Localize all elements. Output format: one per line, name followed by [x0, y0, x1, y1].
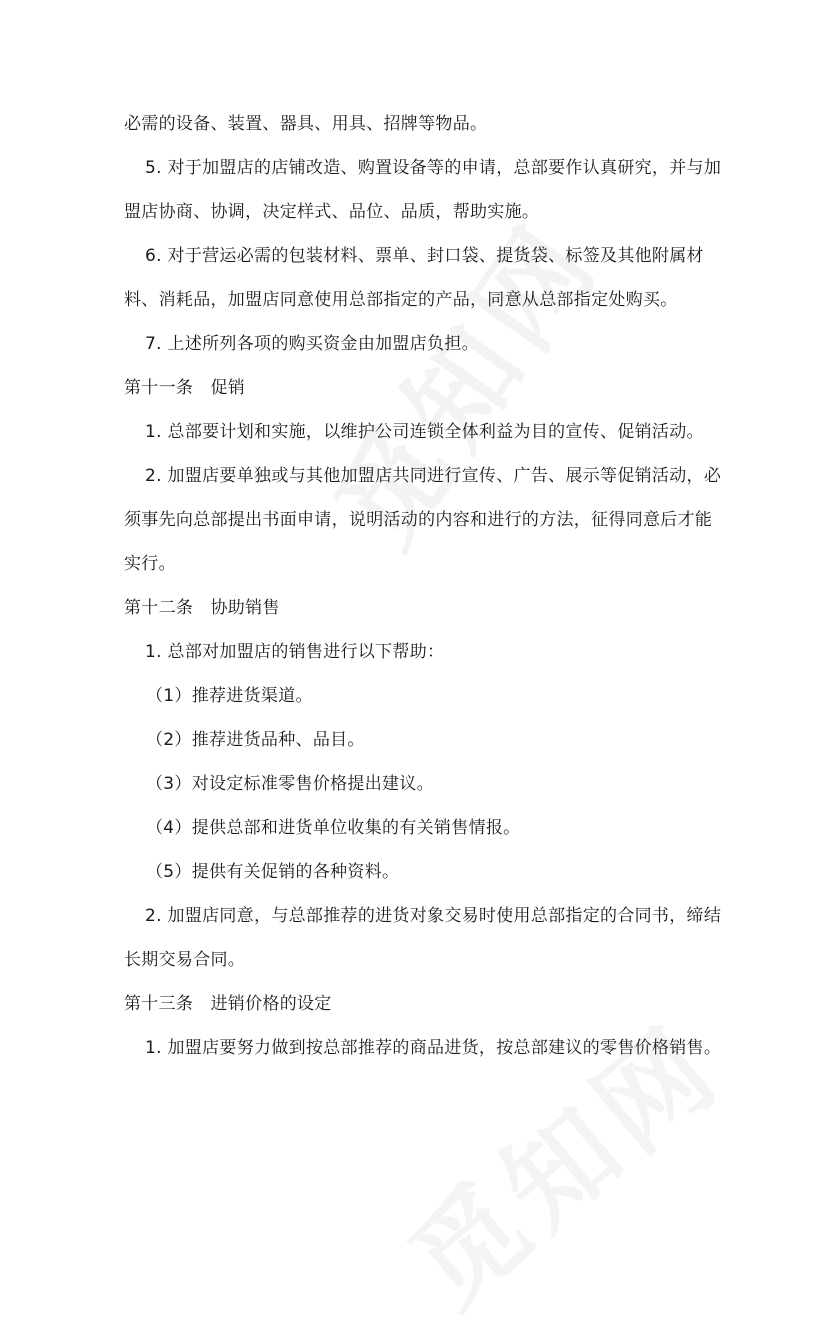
- list-item-2-line: 2. 加盟店同意，与总部推荐的进货对象交易时使用总部指定的合同书，缔结: [145, 906, 722, 926]
- list-item-5-line: 5. 对于加盟店的店铺改造、购置设备等的申请，总部要作认真研究，并与加: [145, 158, 722, 178]
- section-heading-article-13: 第十三条 进销价格的设定: [124, 994, 332, 1014]
- watermark: [371, 983, 748, 1335]
- sub-item-2: （2）推荐进货品种、品目。: [146, 730, 365, 750]
- paragraph-line: 须事先向总部提出书面申请，说明活动的内容和进行的方法，征得同意后才能: [124, 510, 713, 530]
- section-heading-article-12: 第十二条 协助销售: [124, 598, 280, 618]
- paragraph-line: 盟店协商、协调，决定样式、品位、品质，帮助实施。: [124, 202, 540, 222]
- sub-item-1: （1）推荐进货渠道。: [146, 686, 313, 706]
- list-item-1-line: 1. 加盟店要努力做到按总部推荐的商品进货，按总部建议的零售价格销售。: [145, 1038, 722, 1058]
- sub-item-3: （3）对设定标准零售价格提出建议。: [146, 774, 434, 794]
- paragraph-line: 必需的设备、装置、器具、用具、招牌等物品。: [124, 114, 488, 134]
- list-item-1-line: 1. 总部对加盟店的销售进行以下帮助：: [145, 642, 445, 662]
- list-item-1-line: 1. 总部要计划和实施，以维护公司连锁全体利益为目的宣传、促销活动。: [145, 422, 704, 442]
- sub-item-4: （4）提供总部和进货单位收集的有关销售情报。: [146, 818, 521, 838]
- paragraph-line: 实行。: [124, 554, 176, 574]
- paragraph-line: 长期交易合同。: [124, 950, 246, 970]
- paragraph-line: 料、消耗品，加盟店同意使用总部指定的产品，同意从总部指定处购买。: [124, 290, 678, 310]
- section-heading-article-11: 第十一条 促销: [124, 378, 246, 398]
- list-item-6-line: 6. 对于营运必需的包装材料、票单、封口袋、提货袋、标签及其他附属材: [145, 246, 704, 266]
- list-item-7-line: 7. 上述所列各项的购买资金由加盟店负担。: [145, 334, 479, 354]
- list-item-2-line: 2. 加盟店要单独或与其他加盟店共同进行宣传、广告、展示等促销活动，必: [145, 466, 722, 486]
- sub-item-5: （5）提供有关促销的各种资料。: [146, 862, 400, 882]
